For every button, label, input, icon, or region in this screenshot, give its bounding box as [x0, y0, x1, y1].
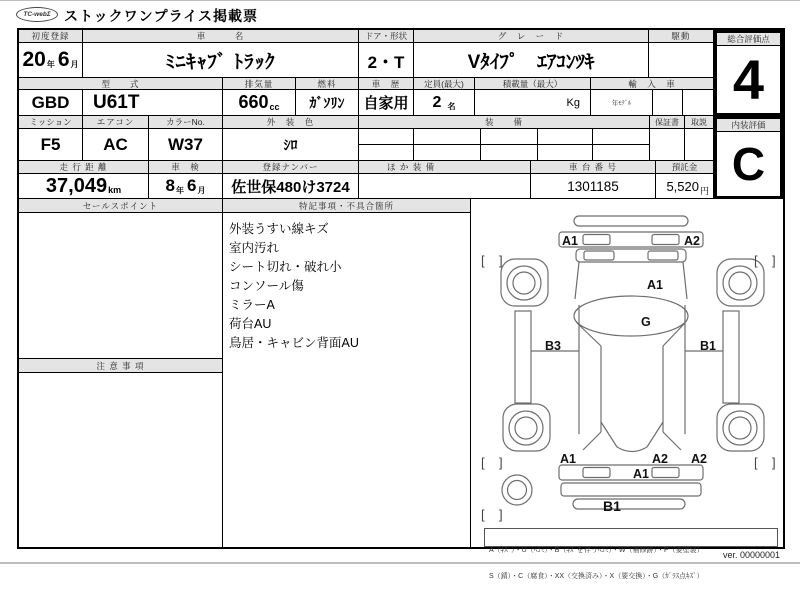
- capacity-value: 2 名: [432, 93, 456, 111]
- defect-item: 荷台AU: [229, 317, 272, 331]
- mark-rear-right: A2: [691, 452, 707, 466]
- defects-section: [223, 199, 471, 547]
- mark-windshield: A1: [647, 278, 663, 292]
- field-car-name: [83, 30, 359, 78]
- brand-logo: TC-webΣ: [16, 7, 58, 22]
- field-exterior-color: [223, 116, 359, 161]
- model-code-value: [19, 90, 222, 115]
- field-inspection: [149, 161, 223, 199]
- field-import-car: [591, 78, 714, 116]
- defect-item: コンソール傷: [229, 279, 304, 293]
- model-code-label: 型 式: [19, 78, 222, 90]
- year-model-label: 年ﾓﾃﾞﾙ: [591, 90, 653, 115]
- field-equipment: [359, 116, 650, 161]
- car-name-value: ﾐﾆｷｬﾌﾞ ﾄﾗｯｸ: [165, 51, 276, 73]
- field-grade: [414, 30, 649, 78]
- equipment-grid: [359, 129, 649, 160]
- field-deposit: [656, 161, 714, 199]
- scan-edge-top: [0, 0, 800, 1]
- field-displacement: [223, 78, 296, 116]
- field-door-shape: [359, 30, 414, 78]
- mark-rear-panel: A1: [633, 467, 649, 481]
- field-chassis-number: [531, 161, 656, 199]
- caution-section: [19, 359, 223, 547]
- inspection-value: 8 年 6 月: [165, 176, 206, 195]
- capacity-label: 定員(最大): [414, 78, 474, 90]
- interior-grade-value: C: [731, 138, 766, 190]
- equipment-label: 装 備: [359, 116, 649, 129]
- field-warranty-book: [650, 116, 685, 161]
- field-max-load: [475, 78, 591, 116]
- field-aircon: [83, 116, 149, 161]
- sales-point-label: セールスポイント: [19, 199, 222, 213]
- bracket-open: [: [481, 507, 485, 522]
- defect-item: ミラーA: [229, 298, 275, 312]
- interior-grade-box: [714, 116, 783, 199]
- model-code-prefix: GBD: [19, 90, 83, 115]
- defects-label: 特記事項・不具合箇所: [223, 199, 470, 213]
- exterior-color-label: 外 装 色: [223, 116, 358, 129]
- field-registration-number: [223, 161, 359, 199]
- version-text: ver. 00000001: [722, 550, 780, 560]
- first-registration-value: 20 年 6 月: [22, 48, 79, 71]
- drive-label: 駆動: [649, 30, 713, 43]
- warranty-book-label: 保証書: [650, 116, 684, 129]
- door-shape-label: ドア・形状: [359, 30, 413, 43]
- transmission-label: ミッション: [19, 116, 82, 129]
- aircon-label: エアコン: [83, 116, 148, 129]
- mark-rear-bumper: B1: [603, 498, 621, 514]
- bracket-open: [: [481, 455, 485, 470]
- drive-value: [649, 43, 713, 77]
- grade-value: Vﾀｲﾌﾟ ｴｱｺﾝﾂｷ: [467, 51, 595, 73]
- truck-outline: [501, 216, 764, 509]
- chassis-number-value: 1301185: [567, 178, 619, 194]
- transmission-value: F5: [40, 134, 61, 154]
- field-first-registration: [19, 30, 83, 78]
- history-label: 車 歴: [359, 78, 413, 90]
- defect-item: 外装うすい線キズ: [229, 222, 329, 236]
- bracket-close: ]: [499, 455, 503, 470]
- bracket-close: ]: [499, 253, 503, 268]
- defect-item: 鳥居・キャビン背面AU: [229, 336, 359, 350]
- color-no-label: カラーNo.: [149, 116, 222, 129]
- import-car-cells: [591, 90, 713, 115]
- legend-line-1: A（ｷｽﾞ）・U（ﾍｺﾐ）・B（ｷｽﾞを伴うﾍｺﾐ）・W（補修跡）・P（要塗装）: [489, 547, 704, 554]
- mark-front-left: A1: [562, 234, 578, 248]
- field-manual: [685, 116, 714, 161]
- field-transmission: [19, 116, 83, 161]
- field-color-no: [149, 116, 223, 161]
- bracket-open: [: [754, 253, 758, 268]
- defect-item: シート切れ・破れ小: [229, 260, 342, 274]
- model-code-main: U61T: [93, 91, 140, 113]
- manual-label: 取説: [685, 116, 713, 129]
- sheet-title: ストックワンプライス掲載票: [64, 8, 259, 24]
- field-mileage: [19, 161, 149, 199]
- overall-score-box: [714, 30, 783, 116]
- deposit-value: 5,520 円: [666, 178, 709, 196]
- warranty-book-value: [650, 129, 684, 160]
- field-drive: [649, 30, 714, 78]
- field-capacity: [414, 78, 475, 116]
- registration-number-label: 登録ナンバー: [223, 161, 358, 174]
- color-no-value: W37: [168, 134, 203, 154]
- door-shape-value: 2・T: [367, 52, 405, 72]
- import-car-cell-2: [653, 90, 683, 115]
- overall-score-value: 4: [732, 48, 765, 111]
- mark-roof: G: [641, 315, 651, 329]
- defects-list: [223, 213, 470, 547]
- max-load-value: Kg: [566, 96, 580, 109]
- field-model-code: [19, 78, 223, 116]
- mark-rear-left: A1: [560, 452, 576, 466]
- inspection-label: 車 検: [149, 161, 222, 174]
- bracket-open: [: [481, 253, 485, 268]
- manual-value: [685, 129, 713, 160]
- damage-marks: [545, 234, 716, 514]
- field-fuel: [296, 78, 359, 116]
- bracket-open: [: [754, 455, 758, 470]
- field-history: [359, 78, 414, 116]
- displacement-label: 排気量: [223, 78, 295, 90]
- mileage-label: 走 行 距 離: [19, 161, 148, 174]
- interior-grade-label: 内装評価: [717, 119, 780, 132]
- mark-bed-left: B3: [545, 339, 561, 353]
- other-equipment-value: [359, 174, 530, 198]
- mark-bed-right: B1: [700, 339, 716, 353]
- bracket-close: ]: [499, 507, 503, 522]
- car-name-label: 車 名: [83, 30, 358, 43]
- caution-body: [19, 373, 222, 547]
- first-registration-label: 初度登録: [19, 30, 82, 43]
- mileage-value: 37,049 km: [45, 174, 122, 197]
- bracket-close: ]: [772, 455, 776, 470]
- import-car-label: 輸 入 車: [591, 78, 713, 90]
- vehicle-diagram: [471, 199, 783, 525]
- overall-score-label: 総合評価点: [717, 33, 780, 46]
- displacement-value: 660 cc: [238, 92, 280, 112]
- sales-point-section: [19, 199, 223, 359]
- import-car-cell-3: [683, 90, 714, 115]
- mark-front-right: A2: [684, 234, 700, 248]
- other-equipment-label: ほ か 装 備: [359, 161, 530, 174]
- max-load-label: 積載量（最大）: [475, 78, 590, 90]
- aircon-value: AC: [103, 134, 128, 154]
- grade-label: グ レ ー ド: [414, 30, 648, 43]
- fuel-label: 燃料: [296, 78, 358, 90]
- registration-number-value: 佐世保480け3724: [231, 178, 350, 196]
- mark-rear-mid: A2: [652, 452, 668, 466]
- deposit-label: 預託金: [656, 161, 713, 174]
- legend-line-2: S（錆）・C（腐食）・XX（交換済み）・X（要交換）・G（ｶﾞﾗｽ点ｷｽﾞ）: [489, 572, 704, 580]
- bracket-close: ]: [772, 253, 776, 268]
- history-value: 自家用: [363, 95, 409, 112]
- exterior-color-value: ｼﾛ: [283, 136, 298, 153]
- chassis-number-label: 車 台 番 号: [531, 161, 655, 174]
- defect-item: 室内汚れ: [229, 241, 280, 255]
- fuel-value: ｶﾞｿﾘﾝ: [309, 94, 345, 111]
- field-other-equipment: [359, 161, 531, 199]
- sales-point-body: [19, 213, 222, 358]
- caution-label: 注 意 事 項: [19, 359, 222, 373]
